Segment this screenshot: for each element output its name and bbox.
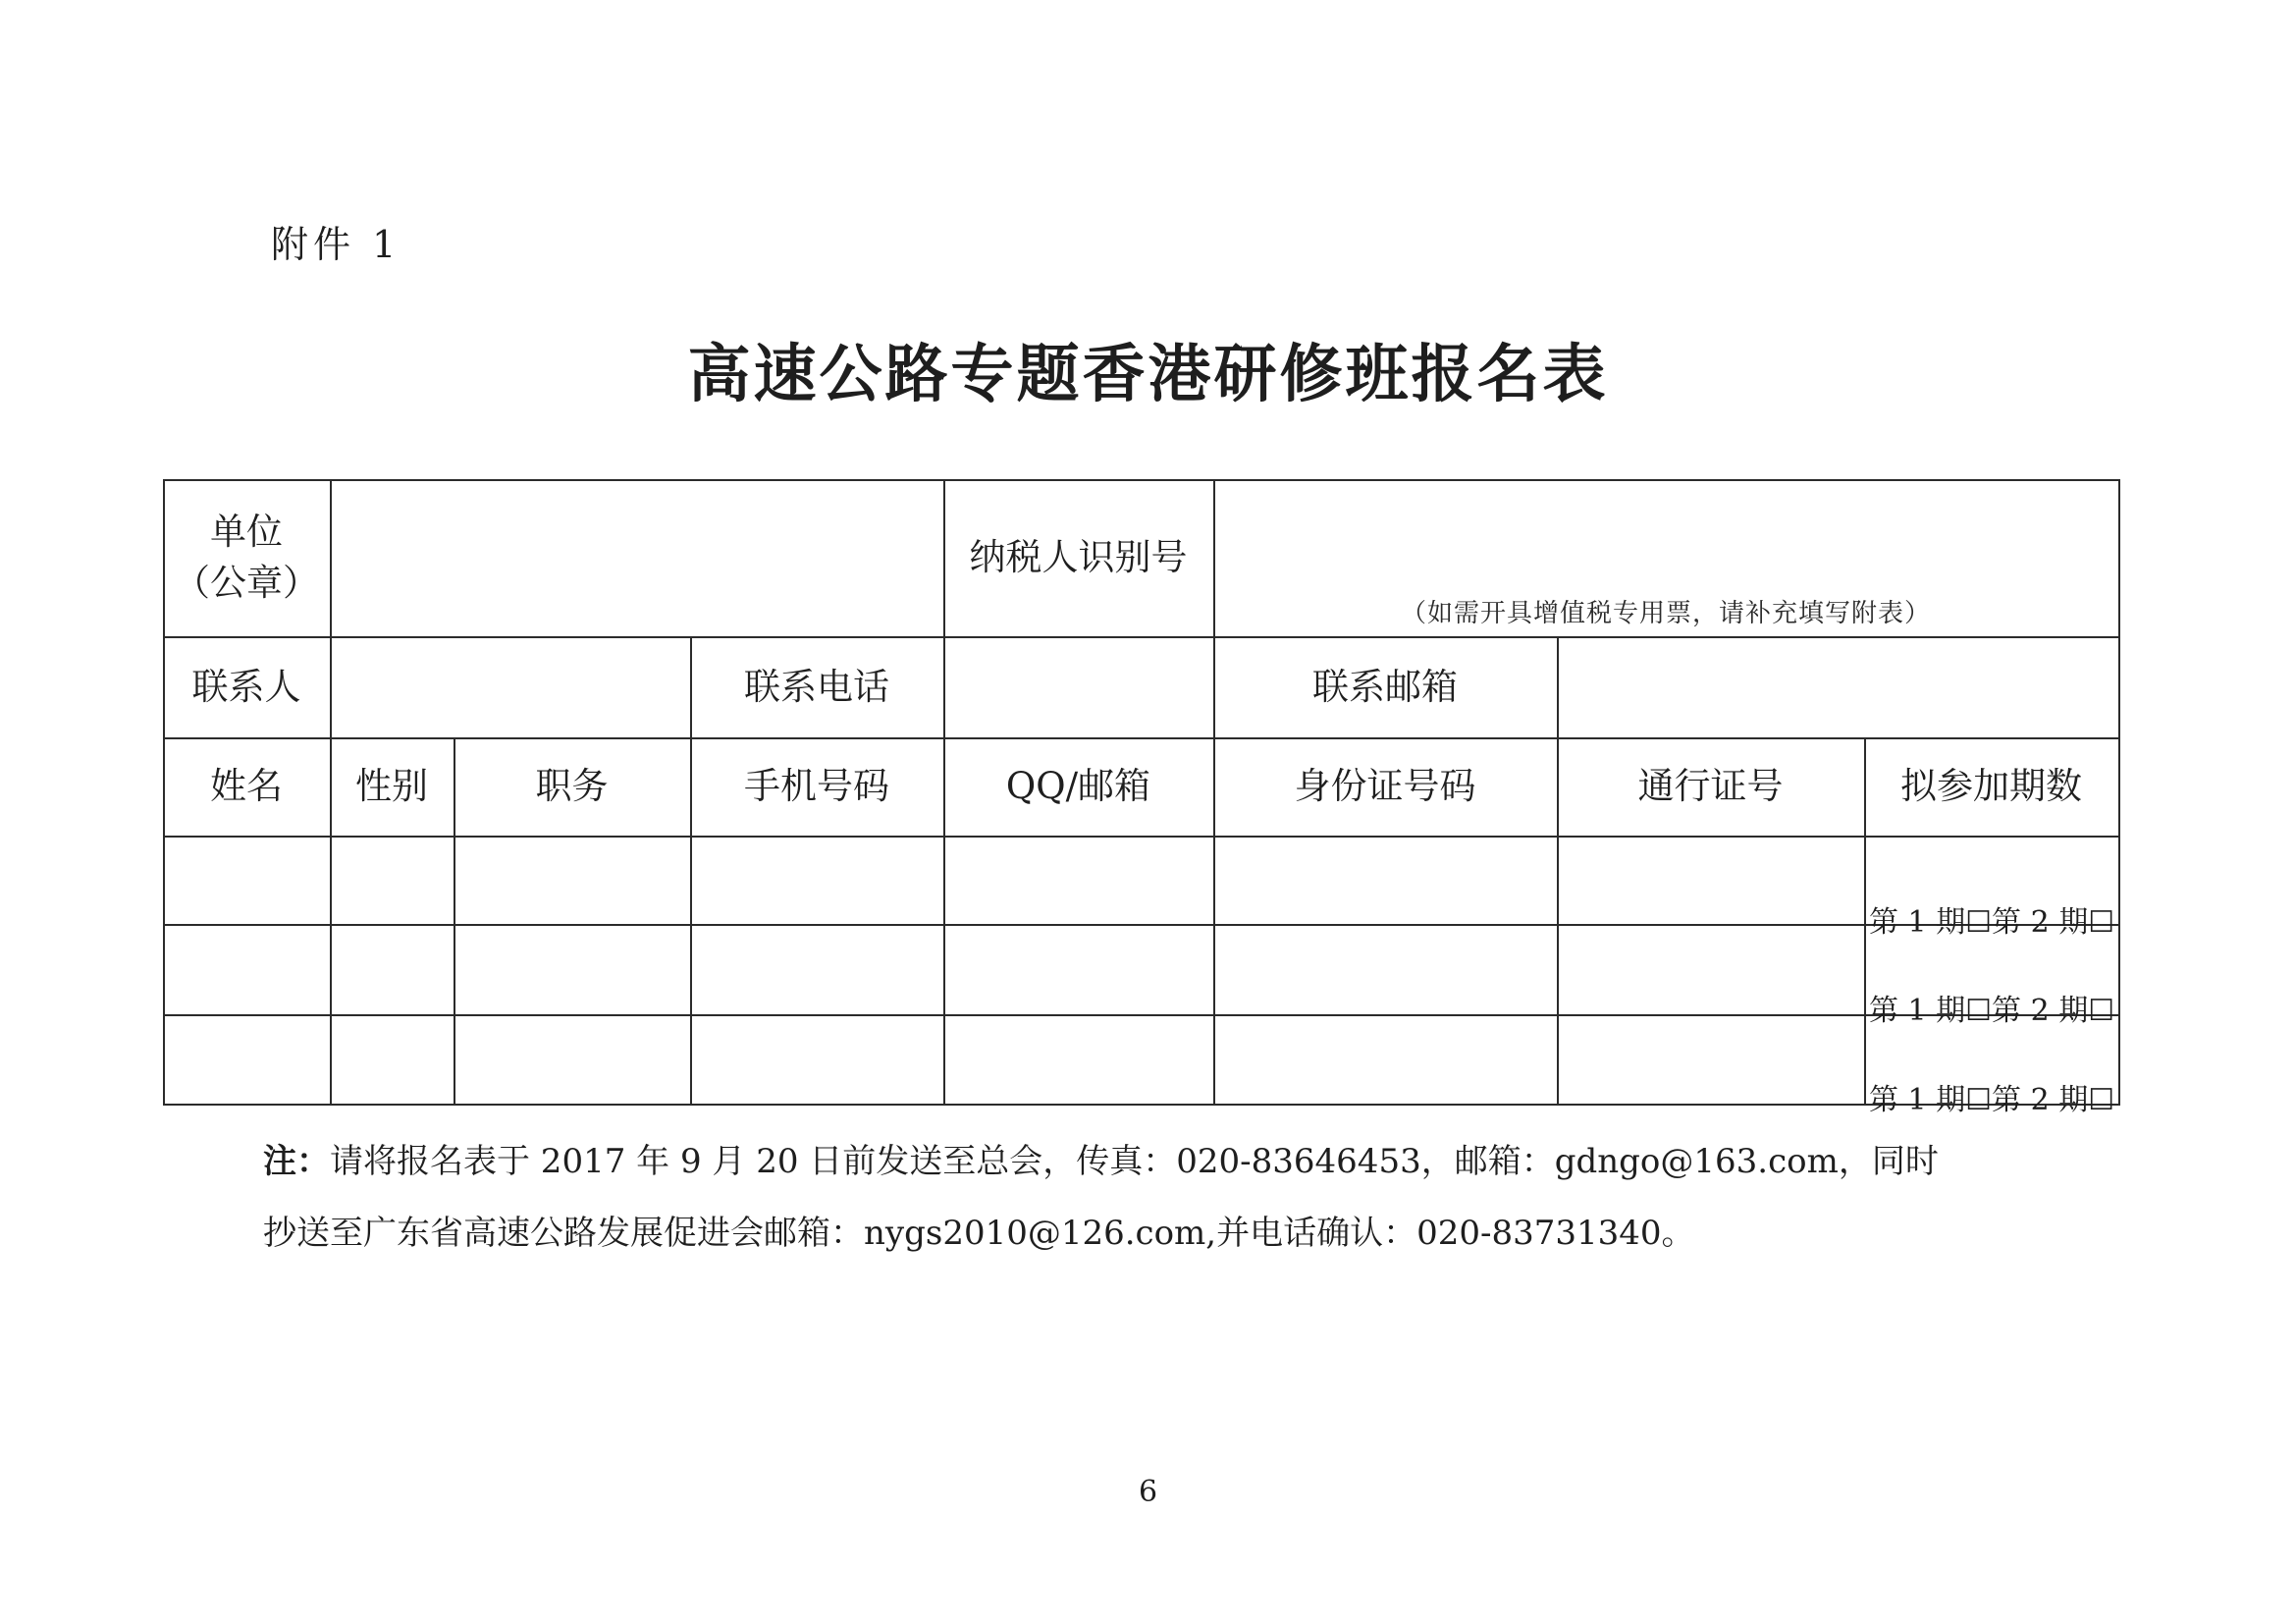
contact-email-input[interactable] xyxy=(1559,638,2116,735)
name-input[interactable] xyxy=(165,838,328,922)
taxpayer-note: （如需开具增值税专用票，请补充填写附表） xyxy=(1400,599,1931,628)
form-title: 高速公路专题香港研修班报名表 xyxy=(687,339,1609,411)
header-qq-email: QQ/邮箱 xyxy=(1005,765,1151,808)
header-id-number: 身份证号码 xyxy=(1294,765,1476,808)
mobile-input[interactable] xyxy=(692,838,941,922)
mobile-input[interactable] xyxy=(692,926,941,1012)
gender-input[interactable] xyxy=(332,926,452,1012)
unit-seal-label: （公章） xyxy=(174,562,319,604)
unit-label-cell xyxy=(163,479,330,636)
gender-input[interactable] xyxy=(332,1016,452,1102)
header-position: 职务 xyxy=(535,765,609,808)
header-periods: 拟参加期数 xyxy=(1900,765,2082,808)
contact-phone-input[interactable] xyxy=(945,638,1211,735)
permit-number-input[interactable] xyxy=(1559,926,1862,1012)
contact-person-label: 联系人 xyxy=(191,665,301,708)
note-prefix: 注： xyxy=(263,1142,330,1181)
qq-email-input[interactable] xyxy=(945,838,1211,922)
attachment-label: 附件 1 xyxy=(271,223,401,266)
id-number-input[interactable] xyxy=(1215,926,1555,1012)
page-number: 6 xyxy=(1138,1475,1158,1509)
registration-form-table xyxy=(163,479,2120,1117)
note-line-2: 抄送至广东省高速公路发展促进会邮箱：nygs2010@126.com,并电话确认：020-83731340。 xyxy=(263,1214,1695,1253)
mobile-input[interactable] xyxy=(692,1016,941,1102)
position-input[interactable] xyxy=(455,926,688,1012)
qq-email-input[interactable] xyxy=(945,1016,1211,1102)
header-permit-number: 通行证号 xyxy=(1637,765,1784,808)
position-input[interactable] xyxy=(455,838,688,922)
header-gender: 性别 xyxy=(355,765,428,808)
taxpayer-id-label: 纳税人识别号 xyxy=(969,536,1188,579)
name-input[interactable] xyxy=(165,1016,328,1102)
permit-number-input[interactable] xyxy=(1559,1016,1862,1102)
contact-person-input[interactable] xyxy=(332,638,688,735)
period-checkboxes[interactable]: 第 1 期☐第 2 期☐ xyxy=(1869,1083,2115,1117)
permit-number-input[interactable] xyxy=(1559,838,1862,922)
header-name: 姓名 xyxy=(210,765,283,808)
contact-phone-label: 联系电话 xyxy=(744,665,889,708)
contact-email-label: 联系邮箱 xyxy=(1312,665,1458,708)
header-mobile: 手机号码 xyxy=(744,765,889,808)
period-checkboxes[interactable]: 第 1 期☐第 2 期☐ xyxy=(1869,994,2115,1028)
unit-label: 单位 xyxy=(210,511,283,554)
note-line-1 xyxy=(263,1134,1939,1182)
name-input[interactable] xyxy=(165,926,328,1012)
note-text-1: 请将报名表于 2017 年 9 月 20 日前发送至总会，传真：020-83646453，邮箱：gdngo@163.com，同时 xyxy=(330,1142,1939,1181)
qq-email-input[interactable] xyxy=(945,926,1211,1012)
id-number-input[interactable] xyxy=(1215,1016,1555,1102)
id-number-input[interactable] xyxy=(1215,838,1555,922)
gender-input[interactable] xyxy=(332,838,452,922)
position-input[interactable] xyxy=(455,1016,688,1102)
unit-input[interactable] xyxy=(332,481,941,634)
period-checkboxes[interactable]: 第 1 期☐第 2 期☐ xyxy=(1869,905,2115,940)
